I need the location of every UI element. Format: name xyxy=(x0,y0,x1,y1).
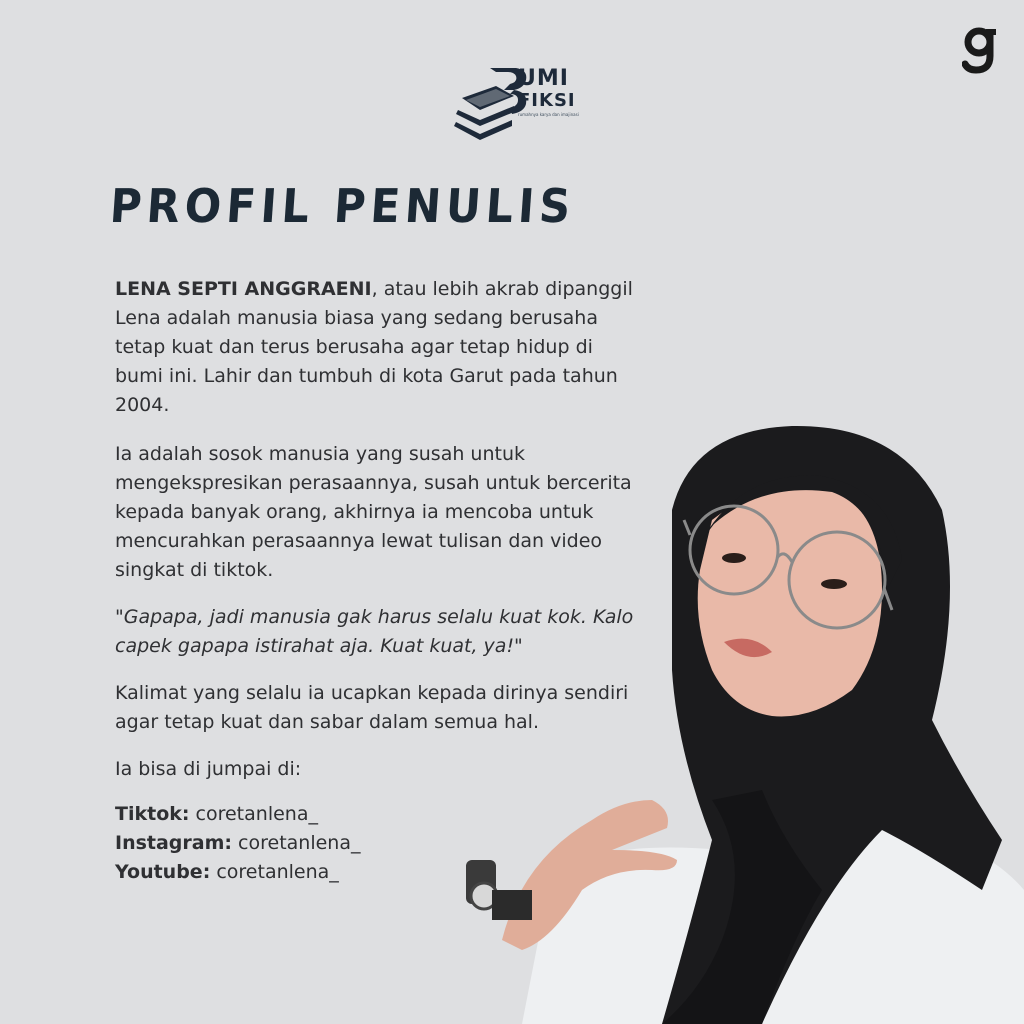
g-logo-icon xyxy=(962,26,998,76)
social-handle: coretanlena_ xyxy=(216,861,339,883)
author-photo xyxy=(462,420,1024,1024)
brand-line1: UMI xyxy=(518,66,569,91)
bio-intro xyxy=(115,275,635,420)
social-platform: Tiktok: xyxy=(115,803,190,825)
social-platform: Instagram: xyxy=(115,832,232,854)
bio-paragraph-3: Kalimat yang selalu ia ucapkan kepada dirinya sendiri agar tetap kuat dan sabar dalam semua hal. xyxy=(115,682,629,733)
author-quote: "Gapapa, jadi manusia gak harus selalu kuat kok. Kalo capek gapapa istirahat aja. Kuat kuat, ya!" xyxy=(115,606,634,657)
social-handle: coretanlena_ xyxy=(238,832,361,854)
social-platform: Youtube: xyxy=(115,861,211,883)
author-name: LENA SEPTI ANGGRAENI xyxy=(115,278,372,300)
page-title: PROFIL PENULIS xyxy=(108,180,578,234)
brand-tagline: rumahnya karya dan imajinasi xyxy=(518,112,579,117)
social-handle: coretanlena_ xyxy=(195,803,318,825)
bio-intro-text: , atau lebih akrab dipanggil Lena adalah manusia biasa yang sedang berusaha tetap kuat dan terus berusaha agar tetap hidup di bumi ini. Lahir dan tumbuh di kota Garut pada tahun 2004. xyxy=(115,278,633,416)
find-label: Ia bisa di jumpai di: xyxy=(115,758,302,780)
bumi-fiksi-logo xyxy=(452,64,592,144)
bio-paragraph-2: Ia adalah sosok manusia yang susah untuk mengekspresikan perasaannya, susah untuk bercerita kepada banyak orang, akhirnya ia mencoba untuk mencurahkan perasaannya lewat tulisan dan video singkat di tiktok. xyxy=(115,443,632,581)
brand-line2: FIKSI xyxy=(518,90,576,111)
